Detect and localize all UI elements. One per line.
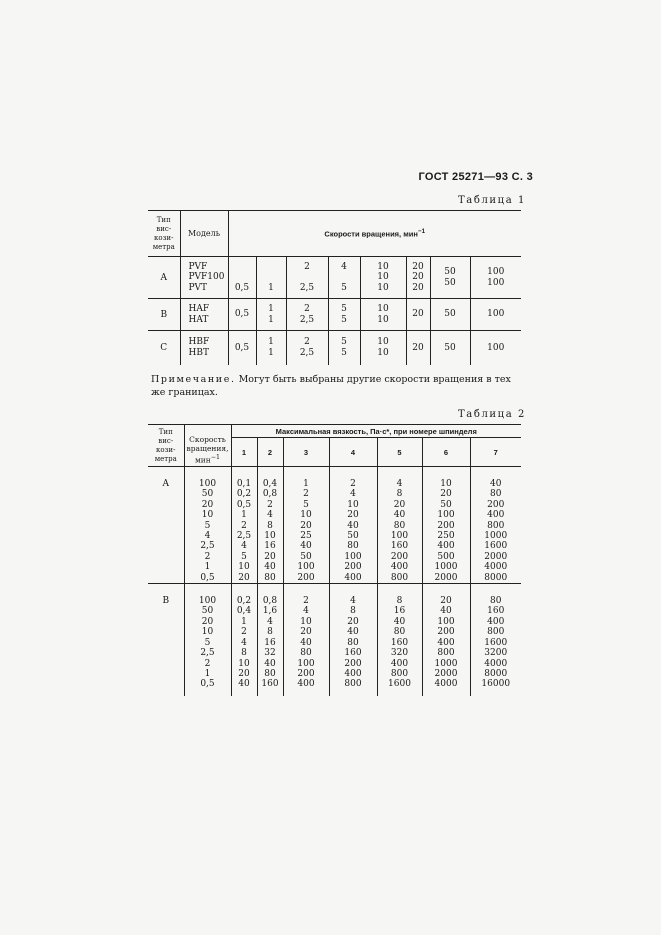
viscosity-column: 0,2 0,4 1 2 4 8 10 20 40 <box>231 584 257 696</box>
type-cell: B <box>162 596 170 607</box>
spindle-header: 7 <box>470 438 521 467</box>
model-cell: HAF HAT <box>180 299 228 331</box>
table1-header-model: Модель <box>180 211 228 257</box>
table1-caption: Таблица 1 <box>458 195 527 206</box>
speed-column: 100 50 20 10 5 4 2,5 2 1 0,5 <box>184 467 231 584</box>
speed-cell: 100 <box>470 299 521 331</box>
table2-header-type: Тип вис- кози- метра <box>154 427 177 463</box>
speed-cell: 10 10 <box>360 299 406 331</box>
viscosity-column: 8 16 40 80 160 320 400 800 1600 <box>377 584 422 696</box>
speed-cell: 10 10 <box>360 331 406 365</box>
table-row <box>148 467 521 584</box>
speed-cell: 2 2,5 <box>286 257 328 299</box>
speed-cell: 50 <box>430 331 470 365</box>
spindle-header: 2 <box>257 438 283 467</box>
speed-cell: 10 10 10 <box>360 257 406 299</box>
speed-cell: 5 5 <box>328 299 360 331</box>
table1 <box>148 210 521 365</box>
document-header: ГОСТ 25271—93 С. 3 <box>418 171 533 183</box>
speed-cell: 5 5 <box>328 331 360 365</box>
viscosity-column: 4 8 20 40 80 100 160 200 400 800 <box>377 467 422 584</box>
viscosity-column: 1 2 5 10 20 25 40 50 100 200 <box>283 467 329 584</box>
viscosity-column: 0,1 0,2 0,5 1 2 2,5 4 5 10 20 <box>231 467 257 584</box>
type-cell: A <box>160 272 167 283</box>
note-label: Примечание. <box>151 374 236 385</box>
model-cell: HBF HBT <box>180 331 228 365</box>
table1-header-speeds: Скорости вращения, мин$^{-1}$ <box>228 211 521 257</box>
speed-cell: 2 2,5 <box>286 299 328 331</box>
speed-cell: 1 1 <box>256 331 286 365</box>
type-cell: C <box>160 342 168 353</box>
speed-cell: 4 5 <box>328 257 360 299</box>
table2-header-viscosity: Максимальная вязкость, Па·с*, при номере шпинделя <box>231 425 521 438</box>
spindle-header: 6 <box>422 438 470 467</box>
speed-cell: 0,5 <box>228 257 256 299</box>
speed-column: 100 50 20 10 5 2,5 2 1 0,5 <box>184 584 231 696</box>
speed-cell: 20 20 20 <box>406 257 430 299</box>
speed-cell: 2 2,5 <box>286 331 328 365</box>
viscosity-column: 0,8 1,6 4 8 16 32 40 80 160 <box>257 584 283 696</box>
table-row <box>148 331 521 365</box>
speed-cell: 100 100 <box>470 257 521 299</box>
speed-cell: 50 <box>430 299 470 331</box>
table1-note <box>151 374 523 399</box>
viscosity-column: 10 20 50 100 200 250 400 500 1000 2000 <box>422 467 470 584</box>
viscosity-column: 40 80 200 400 800 1000 1600 2000 4000 8000 <box>470 467 521 584</box>
spindle-header: 5 <box>377 438 422 467</box>
speed-cell: 50 50 <box>430 257 470 299</box>
speed-cell: 1 1 <box>256 299 286 331</box>
speed-cell: 20 <box>406 299 430 331</box>
spindle-header: 3 <box>283 438 329 467</box>
speed-cell: 1 <box>256 257 286 299</box>
speed-cell: 0,5 <box>228 299 256 331</box>
table-row <box>148 257 521 299</box>
viscosity-column: 2 4 10 20 40 50 80 100 200 400 <box>329 467 377 584</box>
table2-caption: Таблица 2 <box>458 409 527 420</box>
viscosity-column: 20 40 100 200 400 800 1000 2000 4000 <box>422 584 470 696</box>
speed-cell: 0,5 <box>228 331 256 365</box>
table-row <box>148 584 521 696</box>
speed-cell: 100 <box>470 331 521 365</box>
viscosity-column: 80 160 400 800 1600 3200 4000 8000 16000 <box>470 584 521 696</box>
spindle-header: 1 <box>231 438 257 467</box>
table-row <box>148 299 521 331</box>
table2 <box>148 424 521 696</box>
table1-header-type: Тип вис- кози- метра <box>152 215 175 251</box>
note-text: Могут быть выбраны другие скорости вращения в тех же границах. <box>151 374 511 398</box>
viscosity-column: 2 4 10 20 40 80 100 200 400 <box>283 584 329 696</box>
table2-header-speed: Скорость вращения, мин$^{-1}$ <box>184 425 231 467</box>
viscosity-column: 4 8 20 40 80 160 200 400 800 <box>329 584 377 696</box>
type-cell: A <box>162 479 169 489</box>
type-cell: B <box>160 309 168 320</box>
model-cell: PVF PVF100 PVT <box>180 257 228 299</box>
speed-cell: 20 <box>406 331 430 365</box>
spindle-header: 4 <box>329 438 377 467</box>
viscosity-column: 0,4 0,8 2 4 8 10 16 20 40 80 <box>257 467 283 584</box>
